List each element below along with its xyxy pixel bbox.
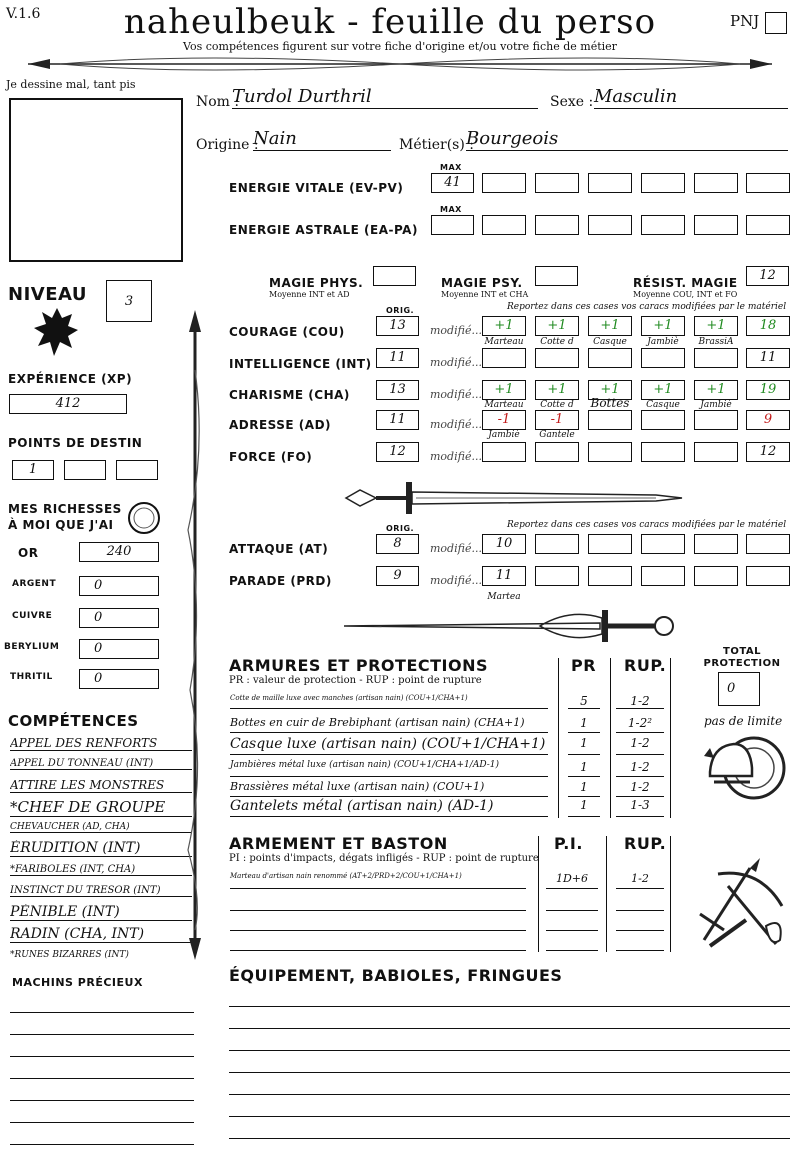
stat-label: FORCE (FO) bbox=[229, 450, 313, 464]
niveau-field[interactable]: 3 bbox=[106, 280, 152, 322]
nom-field[interactable]: Turdol Durthril bbox=[232, 86, 538, 109]
max-label: MAX bbox=[440, 205, 462, 214]
dragon-icon bbox=[32, 304, 82, 362]
armure-row-pr[interactable]: 1 bbox=[568, 780, 600, 797]
nom-label: Nom : bbox=[196, 94, 240, 110]
destin-field[interactable] bbox=[116, 460, 158, 480]
stat-mod-field[interactable] bbox=[641, 410, 685, 430]
magie-psy-note: Moyenne INT et CHA bbox=[441, 290, 529, 299]
magie-psy-field[interactable] bbox=[535, 266, 578, 286]
modifie-label: modifié... bbox=[430, 542, 482, 555]
equipement-line[interactable] bbox=[229, 1072, 790, 1073]
richesses-label: À MOI QUE J'AI bbox=[8, 518, 114, 532]
combat-mod-source: Martea bbox=[487, 592, 521, 602]
arme-row-pi[interactable]: 1D+6 bbox=[546, 872, 598, 889]
modifie-label: modifié... bbox=[430, 574, 482, 587]
ea-field[interactable] bbox=[694, 215, 738, 235]
competence-item: APPEL DU TONNEAU (INT) bbox=[10, 758, 192, 770]
coin-label: BERYLIUM bbox=[4, 642, 60, 652]
stat-mod-field[interactable]: +1 bbox=[482, 316, 526, 336]
arme-row-name[interactable]: Marteau d'artisan nain renommé (AT+2/PRD+2/COU+1/CHA+1) bbox=[230, 872, 526, 889]
stat-final-field[interactable]: 12 bbox=[746, 442, 790, 462]
coin-label: THRITIL bbox=[10, 672, 53, 682]
ev-field[interactable] bbox=[746, 173, 790, 193]
stat-mod-source: Gantele bbox=[539, 430, 575, 440]
stat-mod-field[interactable] bbox=[588, 410, 632, 430]
arme-row-rup[interactable] bbox=[616, 914, 664, 931]
arme-row-pi[interactable] bbox=[546, 894, 598, 911]
magie-phys-note: Moyenne INT et AD bbox=[269, 290, 350, 299]
machins-line[interactable] bbox=[10, 1078, 194, 1079]
portrait-label: Je dessine mal, tant pis bbox=[6, 78, 136, 91]
stat-mod-source: BrassiA bbox=[698, 337, 734, 347]
sword-icon bbox=[340, 606, 685, 646]
stat-mod-field[interactable]: -1 bbox=[535, 410, 579, 430]
stat-label: CHARISME (CHA) bbox=[229, 388, 350, 402]
stat-final-field[interactable]: 19 bbox=[746, 380, 790, 400]
ea-label: ENERGIE ASTRALE (EA-PA) bbox=[229, 223, 418, 237]
stat-orig-field[interactable]: 11 bbox=[376, 348, 419, 368]
stat-label: COURAGE (COU) bbox=[229, 325, 345, 339]
stat-mod-field[interactable] bbox=[588, 348, 632, 368]
combat-mod-field[interactable] bbox=[746, 566, 790, 586]
machins-line[interactable] bbox=[10, 1034, 194, 1035]
rup-label: RUP. bbox=[624, 834, 667, 853]
combat-mod-field[interactable] bbox=[535, 566, 579, 586]
stat-mod-source: Cotte d bbox=[540, 337, 574, 347]
machins-line[interactable] bbox=[10, 1100, 194, 1101]
armure-row-rup[interactable]: 1-2 bbox=[616, 736, 664, 755]
combat-mod-field[interactable] bbox=[535, 534, 579, 554]
stat-orig-field[interactable]: 11 bbox=[376, 410, 419, 430]
armure-row-name[interactable]: Casque luxe (artisan nain) (COU+1/CHA+1) bbox=[230, 736, 548, 755]
stat-mod-source: Marteau bbox=[484, 337, 524, 347]
ea-max-field[interactable] bbox=[431, 215, 474, 235]
equipement-line[interactable] bbox=[229, 1116, 790, 1117]
arme-row-name[interactable] bbox=[230, 914, 526, 931]
xp-label: EXPÉRIENCE (XP) bbox=[8, 372, 133, 386]
spear-divider-icon bbox=[180, 310, 210, 960]
armure-row-name[interactable]: Cotte de maille luxe avec manches (artisan nain) (COU+1/CHA+1) bbox=[230, 694, 548, 709]
origine-label: Origine : bbox=[196, 137, 259, 153]
coin-field[interactable]: 0 bbox=[79, 639, 159, 659]
ev-max-field[interactable]: 41 bbox=[431, 173, 474, 193]
armure-row-name[interactable]: Gantelets métal (artisan nain) (AD-1) bbox=[230, 798, 548, 817]
column-divider bbox=[670, 836, 671, 952]
stat-mod-field[interactable] bbox=[641, 348, 685, 368]
sexe-field[interactable]: Masculin bbox=[594, 86, 788, 109]
stat-mod-source: Marteau bbox=[484, 400, 524, 410]
arme-row-pi[interactable] bbox=[546, 914, 598, 931]
stat-mod-field[interactable] bbox=[641, 442, 685, 462]
pnj-checkbox[interactable] bbox=[765, 12, 787, 34]
machins-line[interactable] bbox=[10, 1012, 194, 1013]
stat-orig-field[interactable]: 13 bbox=[376, 316, 419, 336]
competence-item: PÉNIBLE (INT) bbox=[10, 904, 192, 921]
competence-item: CHEVAUCHER (AD, CHA) bbox=[10, 822, 192, 833]
stat-final-field[interactable]: 18 bbox=[746, 316, 790, 336]
origine-field[interactable]: Nain bbox=[253, 128, 391, 151]
stat-mod-field[interactable] bbox=[694, 442, 738, 462]
stat-mod-field[interactable] bbox=[588, 442, 632, 462]
arme-row-pi[interactable] bbox=[546, 934, 598, 951]
stat-mod-source: Jambiè bbox=[488, 430, 520, 440]
modifie-label: modifié... bbox=[430, 418, 482, 431]
ea-field[interactable] bbox=[482, 215, 526, 235]
ev-field[interactable] bbox=[641, 173, 685, 193]
stat-mod-source: Casque bbox=[646, 400, 680, 410]
coin-field[interactable]: 0 bbox=[79, 608, 159, 628]
page-subtitle: Vos compétences figurent sur votre fiche d'origine et/ou votre fiche de métier bbox=[183, 40, 617, 53]
total-label: PROTECTION bbox=[703, 658, 781, 669]
ev-field[interactable] bbox=[482, 173, 526, 193]
machins-label: MACHINS PRÉCIEUX bbox=[12, 976, 143, 989]
arme-row-rup[interactable]: 1-2 bbox=[616, 872, 664, 889]
ea-field[interactable] bbox=[588, 215, 632, 235]
stat-mod-source: Jambiè bbox=[700, 400, 732, 410]
total-protection-field[interactable]: 0 bbox=[718, 672, 760, 706]
competence-item: RADIN (CHA, INT) bbox=[10, 926, 192, 943]
limit-label: pas de limite bbox=[704, 714, 783, 728]
destin-label: POINTS DE DESTIN bbox=[8, 436, 143, 450]
competence-item: APPEL DES RENFORTS bbox=[10, 736, 192, 751]
magie-phys-label: MAGIE PHYS. bbox=[269, 276, 364, 290]
armure-row-rup[interactable]: 1-2² bbox=[616, 716, 664, 733]
column-divider bbox=[610, 658, 611, 818]
stat-mod-field[interactable]: -1 bbox=[482, 410, 526, 430]
ea-field[interactable] bbox=[535, 215, 579, 235]
combat-mod-field[interactable] bbox=[694, 566, 738, 586]
orig-label: ORIG. bbox=[386, 524, 415, 533]
pnj-label: PNJ bbox=[730, 12, 760, 30]
combat-mod-field[interactable] bbox=[694, 534, 738, 554]
armure-row-pr[interactable]: 1 bbox=[568, 716, 600, 733]
stat-mod-field[interactable]: +1 bbox=[535, 316, 579, 336]
equipement-line[interactable] bbox=[229, 1138, 790, 1139]
stat-mod-field[interactable] bbox=[694, 410, 738, 430]
armure-row-rup[interactable]: 1-3 bbox=[616, 798, 664, 817]
combat-orig-field[interactable]: 9 bbox=[376, 566, 419, 586]
column-divider bbox=[558, 658, 559, 818]
column-divider bbox=[538, 836, 539, 952]
equipement-line[interactable] bbox=[229, 1050, 790, 1051]
coin-label: CUIVRE bbox=[12, 611, 53, 621]
combat-mod-field[interactable] bbox=[746, 534, 790, 554]
stat-mod-field[interactable]: +1 bbox=[535, 380, 579, 400]
stat-mod-field[interactable]: +1 bbox=[641, 380, 685, 400]
stat-label: ADRESSE (AD) bbox=[229, 418, 332, 432]
competence-item: ÉRUDITION (INT) bbox=[10, 840, 192, 857]
modifie-label: modifié... bbox=[430, 388, 482, 401]
combat-orig-field[interactable]: 8 bbox=[376, 534, 419, 554]
sexe-label: Sexe : bbox=[550, 94, 594, 110]
armure-row-rup[interactable]: 1-2 bbox=[616, 780, 664, 797]
combat-mod-field[interactable] bbox=[641, 566, 685, 586]
helmet-shield-icon bbox=[700, 728, 790, 808]
combat-mod-field[interactable] bbox=[588, 566, 632, 586]
stat-orig-field[interactable]: 13 bbox=[376, 380, 419, 400]
stat-mod-source: Casque bbox=[593, 337, 627, 347]
stat-final-field[interactable]: 11 bbox=[746, 348, 790, 368]
competence-item: INSTINCT DU TRESOR (INT) bbox=[10, 885, 192, 897]
destin-field[interactable] bbox=[64, 460, 106, 480]
armure-row-name[interactable]: Jambières métal luxe (artisan nain) (COU+1/CHA+1/AD-1) bbox=[230, 760, 548, 777]
modifie-label: modifié... bbox=[430, 356, 482, 369]
stat-mod-field[interactable] bbox=[482, 442, 526, 462]
resist-magie-field[interactable]: 12 bbox=[746, 266, 789, 286]
richesses-label: MES RICHESSES bbox=[8, 502, 122, 516]
coin-field[interactable]: 240 bbox=[79, 542, 159, 562]
combat-mod-field[interactable] bbox=[588, 534, 632, 554]
arme-row-rup[interactable] bbox=[616, 894, 664, 911]
stat-mod-field[interactable] bbox=[482, 348, 526, 368]
metier-field[interactable]: Bourgeois bbox=[466, 128, 788, 151]
combat-mod-field[interactable]: 10 bbox=[482, 534, 526, 554]
coin-label: ARGENT bbox=[12, 579, 57, 589]
coin-label: OR bbox=[18, 546, 39, 560]
equipement-title: ÉQUIPEMENT, BABIOLES, FRINGUES bbox=[229, 966, 563, 985]
armement-note: PI : points d'impacts, dégats infligés - RUP : point de rupture bbox=[229, 853, 539, 864]
ev-field[interactable] bbox=[588, 173, 632, 193]
stat-orig-field[interactable]: 12 bbox=[376, 442, 419, 462]
armure-row-rup[interactable]: 1-2 bbox=[616, 760, 664, 777]
armures-note: PR : valeur de protection - RUP : point de rupture bbox=[229, 675, 482, 686]
modifie-label: modifié... bbox=[430, 450, 482, 463]
stat-final-field[interactable]: 9 bbox=[746, 410, 790, 430]
sword-icon bbox=[336, 480, 686, 516]
stat-mod-field[interactable]: +1 bbox=[694, 316, 738, 336]
stat-label: INTELLIGENCE (INT) bbox=[229, 357, 372, 371]
column-divider bbox=[606, 836, 607, 952]
armement-title: ARMEMENT ET BASTON bbox=[229, 834, 448, 853]
competences-label: COMPÉTENCES bbox=[8, 712, 139, 730]
pi-label: P.I. bbox=[554, 834, 583, 853]
armure-row-rup[interactable]: 1-2 bbox=[616, 694, 664, 709]
stat-mod-source: Cotte d bbox=[540, 400, 574, 410]
resist-magie-note: Moyenne COU, INT et FO bbox=[633, 290, 738, 299]
ev-field[interactable] bbox=[535, 173, 579, 193]
combat-label: PARADE (PRD) bbox=[229, 574, 332, 588]
magie-psy-label: MAGIE PSY. bbox=[441, 276, 523, 290]
rup-label: RUP. bbox=[624, 656, 667, 675]
stat-mod-source: Jambiè bbox=[647, 337, 679, 347]
stat-mod-field[interactable]: +1 bbox=[482, 380, 526, 400]
machins-line[interactable] bbox=[10, 1122, 194, 1123]
ev-label: ENERGIE VITALE (EV-PV) bbox=[229, 181, 404, 195]
orig-label: ORIG. bbox=[386, 306, 415, 315]
stat-mod-field[interactable]: +1 bbox=[641, 316, 685, 336]
stat-mod-field[interactable] bbox=[694, 348, 738, 368]
coin-field[interactable]: 0 bbox=[79, 669, 159, 689]
coin-icon bbox=[126, 500, 162, 536]
stat-mod-field[interactable] bbox=[535, 442, 579, 462]
metier-label: Métier(s) : bbox=[399, 137, 474, 153]
magie-phys-field[interactable] bbox=[373, 266, 416, 286]
decorative-spear-divider bbox=[0, 50, 800, 78]
armures-title: ARMURES ET PROTECTIONS bbox=[229, 656, 488, 675]
total-label: TOTAL bbox=[723, 646, 761, 657]
stats-note: Reportez dans ces cases vos caracs modifiées par le matériel bbox=[507, 520, 787, 530]
destin-field[interactable]: 1 bbox=[12, 460, 54, 480]
ea-field[interactable] bbox=[746, 215, 790, 235]
stat-mod-field[interactable]: +1 bbox=[694, 380, 738, 400]
stat-mod-field[interactable]: +1 bbox=[588, 380, 632, 400]
version-label: V.1.6 bbox=[6, 6, 41, 22]
combat-mod-field[interactable]: 11 bbox=[482, 566, 526, 586]
armure-row-pr[interactable]: 5 bbox=[568, 694, 600, 709]
pr-label: PR bbox=[571, 656, 597, 675]
portrait-box[interactable] bbox=[9, 98, 183, 262]
armure-row-pr[interactable]: 1 bbox=[568, 736, 600, 755]
stat-mod-field[interactable] bbox=[535, 348, 579, 368]
equipement-line[interactable] bbox=[229, 1006, 790, 1007]
stat-mod-field[interactable]: +1 bbox=[588, 316, 632, 336]
competence-item: *FARIBOLES (INT, CHA) bbox=[10, 864, 192, 876]
armure-row-pr[interactable]: 1 bbox=[568, 760, 600, 777]
page-title: naheulbeuk - feuille du perso bbox=[123, 2, 657, 42]
armure-row-name[interactable]: Brassières métal luxe (artisan nain) (COU+1) bbox=[230, 780, 548, 797]
stats-note: Reportez dans ces cases vos caracs modifiées par le matériel bbox=[507, 302, 787, 312]
arme-row-rup[interactable] bbox=[616, 934, 664, 951]
column-divider bbox=[670, 658, 671, 818]
ea-field[interactable] bbox=[641, 215, 685, 235]
combat-mod-field[interactable] bbox=[641, 534, 685, 554]
competence-item: ATTIRE LES MONSTRES bbox=[10, 778, 192, 793]
modifie-label: modifié... bbox=[430, 324, 482, 337]
stat-mod-source: Bottes bbox=[590, 396, 630, 410]
ev-field[interactable] bbox=[694, 173, 738, 193]
equipement-line[interactable] bbox=[229, 1094, 790, 1095]
crossed-weapons-icon bbox=[690, 856, 790, 950]
niveau-label: NIVEAU bbox=[8, 284, 87, 305]
competence-item: *RUNES BIZARRES (INT) bbox=[10, 950, 129, 960]
resist-magie-label: RÉSIST. MAGIE bbox=[633, 276, 738, 290]
arme-row-name[interactable] bbox=[230, 894, 526, 911]
machins-line[interactable] bbox=[10, 1144, 194, 1145]
machins-line[interactable] bbox=[10, 1056, 194, 1057]
max-label: MAX bbox=[440, 163, 462, 172]
competence-item: *CHEF DE GROUPE bbox=[10, 798, 192, 817]
arme-row-name[interactable] bbox=[230, 934, 526, 951]
armure-row-name[interactable]: Bottes en cuir de Brebiphant (artisan nain) (CHA+1) bbox=[230, 716, 548, 733]
armure-row-pr[interactable]: 1 bbox=[568, 798, 600, 817]
combat-label: ATTAQUE (AT) bbox=[229, 542, 329, 556]
xp-field[interactable]: 412 bbox=[9, 394, 127, 414]
coin-field[interactable]: 0 bbox=[79, 576, 159, 596]
equipement-line[interactable] bbox=[229, 1028, 790, 1029]
